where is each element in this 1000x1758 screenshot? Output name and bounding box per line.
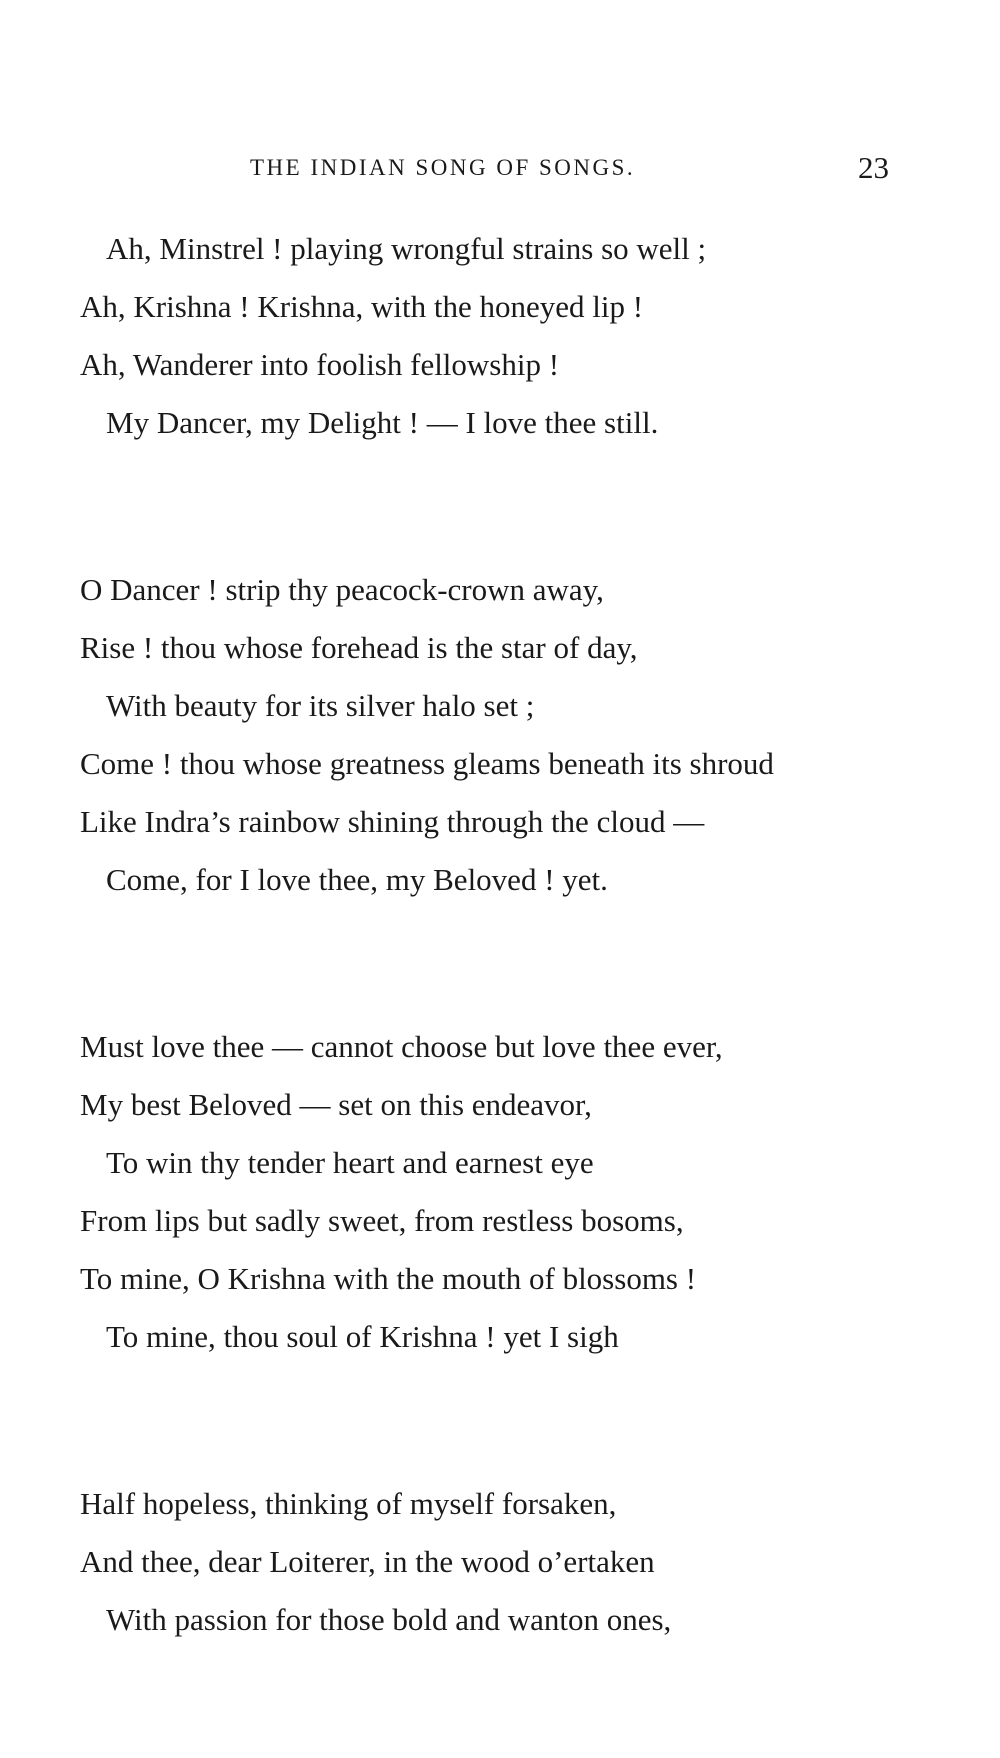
poem-line: To win thy tender heart and earnest eye (106, 1145, 594, 1180)
page-number: 23 (858, 150, 889, 185)
poem-body (80, 220, 960, 1758)
poem-line: My Dancer, my Delight ! — I love thee still. (106, 405, 659, 440)
poem-line: Ah, Minstrel ! playing wrongful strains so well ; (106, 231, 707, 266)
poem-line: My best Beloved — set on this endeavor, (80, 1087, 592, 1122)
stanza-2 (80, 561, 960, 909)
poem-line: Ah, Krishna ! Krishna, with the honeyed lip ! (80, 289, 644, 324)
stanza-4 (80, 1475, 960, 1649)
running-title: THE INDIAN SONG OF SONGS. (250, 155, 636, 180)
poem-line: And thee, dear Loiterer, in the wood o’ertaken (80, 1544, 655, 1579)
poem-line: Half hopeless, thinking of myself forsaken, (80, 1486, 617, 1521)
poem-line: Must love thee — cannot choose but love thee ever, (80, 1029, 723, 1064)
stanza-3 (80, 1018, 960, 1366)
poem-line: Like Indra’s rainbow shining through the cloud — (80, 804, 705, 839)
poem-line: Rise ! thou whose forehead is the star of day, (80, 630, 638, 665)
poem-line: With passion for those bold and wanton ones, (106, 1602, 672, 1637)
running-head (0, 148, 1000, 188)
poem-line: Ah, Wanderer into foolish fellowship ! (80, 347, 560, 382)
stanza-1 (80, 220, 960, 452)
poem-line: To mine, thou soul of Krishna ! yet I sigh (106, 1319, 619, 1354)
poem-line: O Dancer ! strip thy peacock-crown away, (80, 572, 604, 607)
poem-line: Come ! thou whose greatness gleams beneath its shroud (80, 746, 774, 781)
poem-line: From lips but sadly sweet, from restless bosoms, (80, 1203, 684, 1238)
poem-line: To mine, O Krishna with the mouth of blossoms ! (80, 1261, 697, 1296)
poem-line: Come, for I love thee, my Beloved ! yet. (106, 862, 608, 897)
poem-line: With beauty for its silver halo set ; (106, 688, 535, 723)
